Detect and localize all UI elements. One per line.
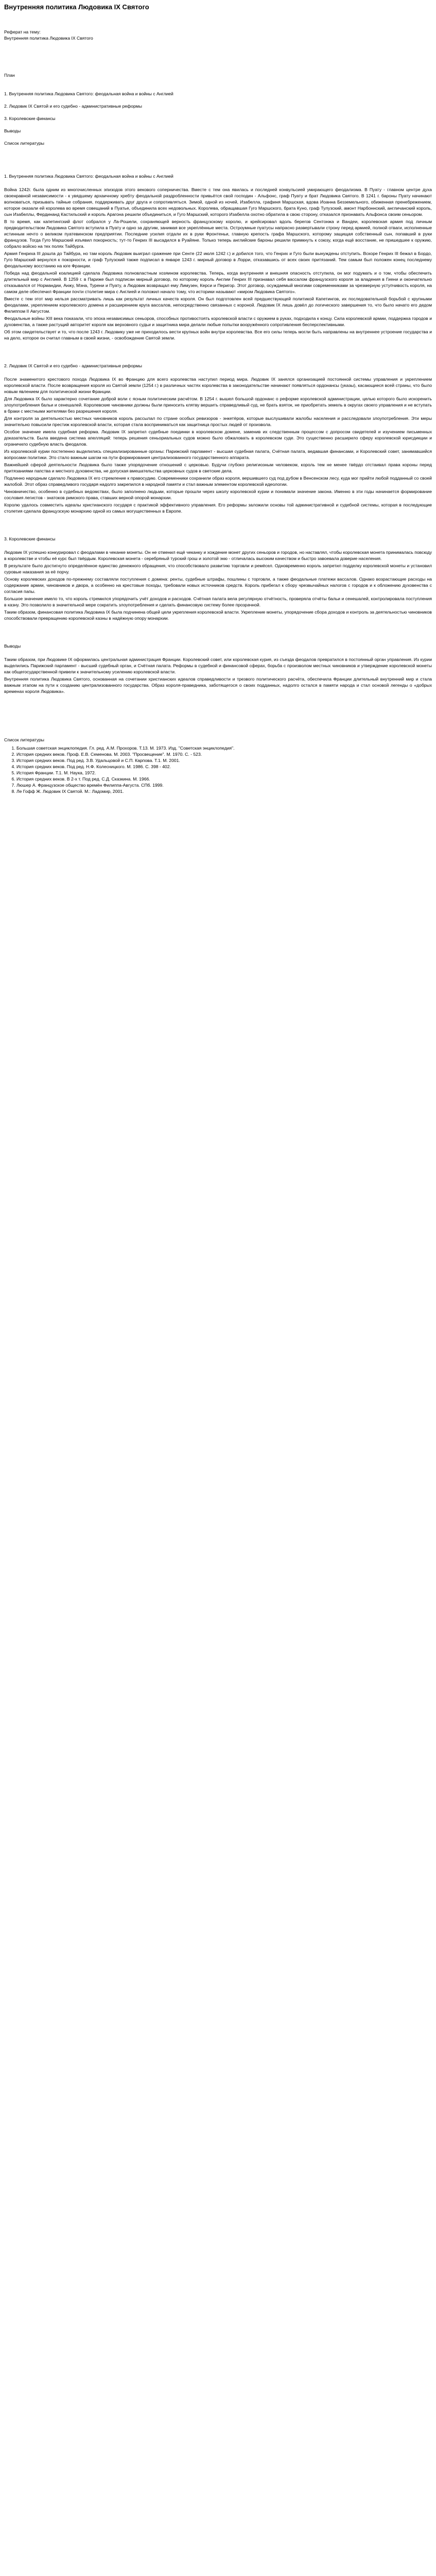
section-paragraph: Для Людовика IX было характерно сочетание доброй воли с ясным политическим расчётом. В 1254 г. вышел большой ордонанс о реформе королевской администрации, целью которого было искоренить злоупотребления бальи и сенешалей. Королевские чиновники должны были приносить клятву вершить справедливый суд, не брать взяток, не приобретать земель в округах своего управления и не вступать в браки с местными жителями без разрешения короля.: [4, 396, 432, 414]
plan-item: 3. Королевские финансы: [4, 116, 56, 121]
section-paragraph: Людовик IX успешно конкурировал с феодалами в чеканке монеты. Он не отменил ещё чеканку и хождение монет других сеньоров и городов, но наставлял, чтобы королевская монета принималась повсюду в королевстве и чтобы её курс был твёрдым. Королевская монета - серебряный турский грош и золотой экю - отличалась высоким качеством и быстро завоевала доверие населения.: [4, 550, 432, 561]
section-paragraph: Подлинно народным сделало Людовика IX его стремление к правосудию. Современники сохранили образ короля, вершившего суд под дубом в Венсенском лесу, куда мог прийти любой подданный со своей жалобой. Этот образ справедливого государя надолго закрепился в народной памяти и стал важным элементом королевской идеологии.: [4, 476, 432, 487]
reference-item: 8. Ле Гофф Ж. Людовик IX Святой. М.: Ладомир, 2001.: [16, 788, 432, 794]
reference-item: 3. История средних веков. Под ред. З.В. Удальцовой и С.П. Карпова. Т.1. М. 2001.: [16, 757, 432, 764]
section-paragraph: Из королевской курии постепенно выделились специализированные органы: Парижский парламент - высшая судебная палата, Счётная палата, ведавшая финансами, и Королевский совет, занимавшийся вопросами политики. Это стало важным шагом на пути формирования централизованного государственного аппарата.: [4, 449, 432, 460]
section-paragraph: В результате было достигнуто определённое единство денежного обращения, что способствовало развитию торговли и ремёсел. Одновременно король запретил подделку королевской монеты и установил суровые наказания за её порчу.: [4, 563, 432, 574]
section-paragraph: Таким образом, финансовая политика Людовика IX была подчинена общей цели укрепления королевской власти. Укрепление монеты, упорядочение сбора доходов и контроль за деятельностью чиновников способствовали превращению королевской казны в надёжную опору монархии.: [4, 609, 432, 621]
document-body: [4, 173, 432, 716]
spacer: [4, 622, 432, 643]
section-heading: Выводы: [4, 643, 21, 649]
section-paragraph: Большое значение имело то, что король стремился упорядочить учёт доходов и расходов. Счётная палата вела регулярную отчётность, проверяла отчёты бальи и сенешалей, контролировала поступления в казну. Это позволило в значительной мере сократить злоупотребления и сделать финансовую систему более прозрачной.: [4, 596, 432, 607]
section-paragraph: После знаменитого крестового похода Людовика IX во Францию для всего королевства наступил период мира. Людовик IX занялся организацией постоянной системы управления и укреплением королевской власти. После возвращения короля из Святой земли (1254 г.) в различных частях королевства в законодательстве начинают появляться ордонансы (указы), касающиеся всей страны, что было новым явлением для политической жизни Франции.: [4, 377, 432, 394]
essay-theme: Внутренняя политика Людовика IX Святого: [4, 36, 93, 41]
spacer: [4, 515, 432, 536]
spacer: [4, 16, 432, 29]
section-paragraph: Феодальные войны XIII века показали, что эпоха независимых сеньоров, способных противостоять королевской власти с оружием в руках, подходила к концу. Сила королевской армии, поддержка городов и духовенства, а также растущий авторитет короля как верховного судьи и защитника мира делали любые попытки вооружённого сопротивления бесперспективными.: [4, 316, 432, 327]
spacer: [4, 152, 432, 173]
reference-item: 2. История средних веков. Проф. Е.В. Семенова. М. 2003. "Просвещение". М. 1970. С. - 523.: [16, 751, 432, 757]
reference-item: 7. Люшер А. Французское общество времён Филиппа-Августа. СПб. 1999.: [16, 782, 432, 788]
spacer: [4, 84, 432, 91]
section-paragraph: Об этом свидетельствует и то, что после 1243 г. Людовику уже не приходилось вести крупных войн внутри королевства. Все его силы теперь могли быть направлены на внутреннее устроение государства и на дело, которое он считал главным в своей жизни, - освобождение Святой земли.: [4, 329, 432, 341]
plan-label: План: [4, 73, 15, 78]
section-paragraph: Важнейшей сферой деятельности Людовика было также упорядочение отношений с церковью. Будучи глубоко религиозным человеком, король тем не менее твёрдо отстаивал права короны перед притязаниями папства и местного духовенства, не допуская вмешательства церковных судов в светские дела.: [4, 462, 432, 473]
section-heading: 1. Внутренняя политика Людовика Святого: феодальная война и войны с Англией: [4, 174, 173, 179]
plan-list: [4, 91, 432, 146]
section-paragraph: Основу королевских доходов по-прежнему составляли поступления с домена: ренты, судебные штрафы, пошлины с торговли, а также феодальные платежи вассалов. Однако возрастающие расходы на содержание армии, чиновников и двора, а особенно на крестовые походы, требовали новых источников средств. Король прибегал к сбору чрезвычайных налогов с городов и к обложению духовенства с согласия папы.: [4, 577, 432, 594]
section-paragraph: Чиновничество, особенно в судебных ведомствах, было заполнено людьми, которые прошли через школу королевской курии и понимали значение закона. Именно в эти годы начинается формирование сословия легистов - знатоков римского права, ставших верной опорой монархии.: [4, 489, 432, 500]
spacer: [4, 650, 432, 656]
plan-item: 1. Внутренняя политика Людовика Святого: феодальная война и войны с Англией: [4, 91, 173, 96]
spacer: [4, 370, 432, 376]
spacer: [4, 716, 432, 737]
reference-item: 5. История Франции. Т.1. М. Наука, 1972.: [16, 770, 432, 776]
section-paragraph: Армия Генриха III дошла до Тайбура, но там король Людовик выиграл сражение при Сенте (22 июля 1242 г.) и добился того, что Генрих и Гуго были вынуждены отступить. Вскоре Генрих III бежал в Бордо, Гуго Маршский вернулся к покорности, и граф Тулузский также подписал в январе 1243 г. мирный договор в Лорри, отказавшись от всех своих притязаний. Тем самым был положен конец последнему феодальному восстанию на юге Франции.: [4, 251, 432, 268]
section-heading: 2. Людовик IX Святой и его судебно - административные реформы: [4, 363, 142, 368]
section-paragraph: Война 1242г. была одним из многочисленных эпизодов этого векового соперничества. Вместе с тем она явилась и последней конвульсией умирающего феодализма. В Пуату - главном центре духа своенравной независимости - к увядшему архаичному хребту феодальной раздробленности привьётся свой господин - Альфонс, граф Пуату и брат Людовика Святого. В 1241 г. бароны Пуату начинают волноваться, призывать тайные собрания, поддерживать друг друга и сопротивляться. Зимой, одной из ночей, Изабелла, графиня Маршская, вдова Иоанна Безземельного, обиженная пренебрежением, которое оказали ей королева во время совещаний в Пуатье, объединила всех недовольных. Королева, обращавшая Гуго Маршского, брата Куно, граф Тулузский, амонт Нарбоннский, англичанский король, сын Изабеллы, Фердинанд Кастильский и король Арагона решили объединиться, и Гуго Маршский, которого Изабелла охотно обратила в свою сторону, отказался признавать Альфонса своим сеньором.: [4, 187, 432, 217]
essay-theme-label: Реферат на тему:: [4, 29, 41, 35]
reference-item: 6. История средних веков. В 2-х т. Под ред. С.Д. Сказкина. М. 1966.: [16, 776, 432, 782]
plan-item: Список литературы: [4, 141, 44, 146]
spacer: [4, 342, 432, 363]
section-paragraph: Победа над феодальной коалицией сделала Людовика полновластным хозяином королевства. Теперь, когда внутренняя и внешняя опасность отступила, он мог подумать и о том, чтобы обеспечить длительный мир с Англией. В 1259 г. в Париже был подписан мирный договор, по которому король Англии Генрих III признавал себя вассалом французского короля за владения в Гиени и окончательно отказывался от Нормандии, Анжу, Мэна, Турени и Пуату, а Людовик возвращал ему Лимузен, Керси и Перигор. Этот договор, осуждаемый многими современниками за чрезмерную уступчивость короля, на самом деле обеспечил Франции почти столетие мира с Англией и положил начало тому, что историки называют «миром Людовика Святого».: [4, 270, 432, 294]
plan-item: Выводы: [4, 128, 21, 133]
plan-item: 2. Людовик IX Святой и его судебно - административные реформы: [4, 104, 142, 109]
document-page: [0, 0, 436, 805]
section-paragraph: Особое значение имела судебная реформа. Людовик IX запретил судебные поединки в королевском домене, заменив их следственным процессом с допросом свидетелей и изучением письменных доказательств. Была введена система апелляций: теперь решения сеньориальных судов можно было обжаловать в королевском суде. Это существенно расширило сферу королевской юрисдикции и ограничило судебную власть феодалов.: [4, 429, 432, 447]
spacer: [4, 543, 432, 549]
section-paragraph: Для контроля за деятельностью местных чиновников король рассылал по стране особых ревизоров - энкетёров, которые выслушивали жалобы населения и расследовали злоупотребления. Эти меры значительно повысили престиж королевской власти, которая стала восприниматься как защитница простых людей от произвола.: [4, 416, 432, 427]
section-paragraph: Королю удалось совместить идеалы христианского государя с практикой эффективного управления. Его реформы заложили основы той административной и судебной системы, которая в последующие столетия сделала французскую монархию одной из самых могущественных в Европе.: [4, 502, 432, 514]
section-heading: 3. Королевские финансы: [4, 536, 56, 541]
references-heading: Список литературы: [4, 737, 44, 742]
references-list: [4, 745, 432, 794]
spacer: [4, 41, 432, 72]
reference-item: 1. Большая советская энциклопедия. Гл. ред. А.М. Прохоров. Т.13. М. 1973. Изд. "Советская энциклопедия".: [16, 745, 432, 751]
section-paragraph: Внутренняя политика Людовика Святого, основанная на сочетании христианских идеалов справедливости и трезвого политического расчёта, обеспечила Франции длительный внутренний мир и стала важным этапом на пути к созданию централизованного государства. Образ короля-праведника, заботящегося о своих подданных, надолго остался в памяти народа и стал основой легенды о «добрых временах короля Людовика».: [4, 676, 432, 694]
reference-item: 4. История средних веков. Под ред. Н.Ф. Колесницкого. М. 1986. С. 398 - 402.: [16, 764, 432, 770]
spacer: [4, 180, 432, 187]
section-paragraph: Таким образом, при Людовике IX оформилась центральная администрация Франции. Королевский совет, или королевская курия, из съезда феодалов превратился в постоянный орган управления. Из курии выделились Парижский парламент - высший судебный орган, и Счётная палата. Реформы в судебной и финансовой сферах, борьба с произволом местных чиновников и утверждение королевской монеты как общегосударственной привели к значительному усилению королевской власти.: [4, 657, 432, 674]
spacer: [4, 696, 432, 716]
document-title: Внутренняя политика Людовика IX Святого: [4, 3, 149, 11]
section-paragraph: В то время, как капетингский флот собрался у Ла-Рошели, сохраняющей верность французскому королю, и крейсировал вдоль берегов Сентонжа и Вандеи, королевская армия под личным предводительством Людовика Святого вступила в Пуату и одно за другим, занимая все укреплённые места. Остроумные пуатусы напрасно развертывали строну перед армией, полной отваги, исполненные истинным нечто о великом пуатевинском предприятии. Последние усилия отдали их в руки Фронтеньи, главную крепость графа Маршского, которому защищая собственный сын, попавший в руки французов. Тогда Гуго Маршский изъявил покорность; тут-то Генрих III высадился в Руайяне. Только теперь английские бароны решили примкнуть к союзу, когда ещё восстание, не пришедшее к оружию, собрало войско на тех полях Тайбурга.: [4, 219, 432, 249]
section-paragraph: Вместе с тем этот мир нельзя рассматривать лишь как результат личных качеств короля. Он был подготовлен всей предшествующей политикой Капетингов, их последовательной борьбой с крупными феодалами, укреплением королевского домена и расширением круга вассалов, непосредственно связанных с короной. Людовик IX лишь довёл до логического завершения то, что было начато его дедом Филиппом II Августом.: [4, 296, 432, 314]
